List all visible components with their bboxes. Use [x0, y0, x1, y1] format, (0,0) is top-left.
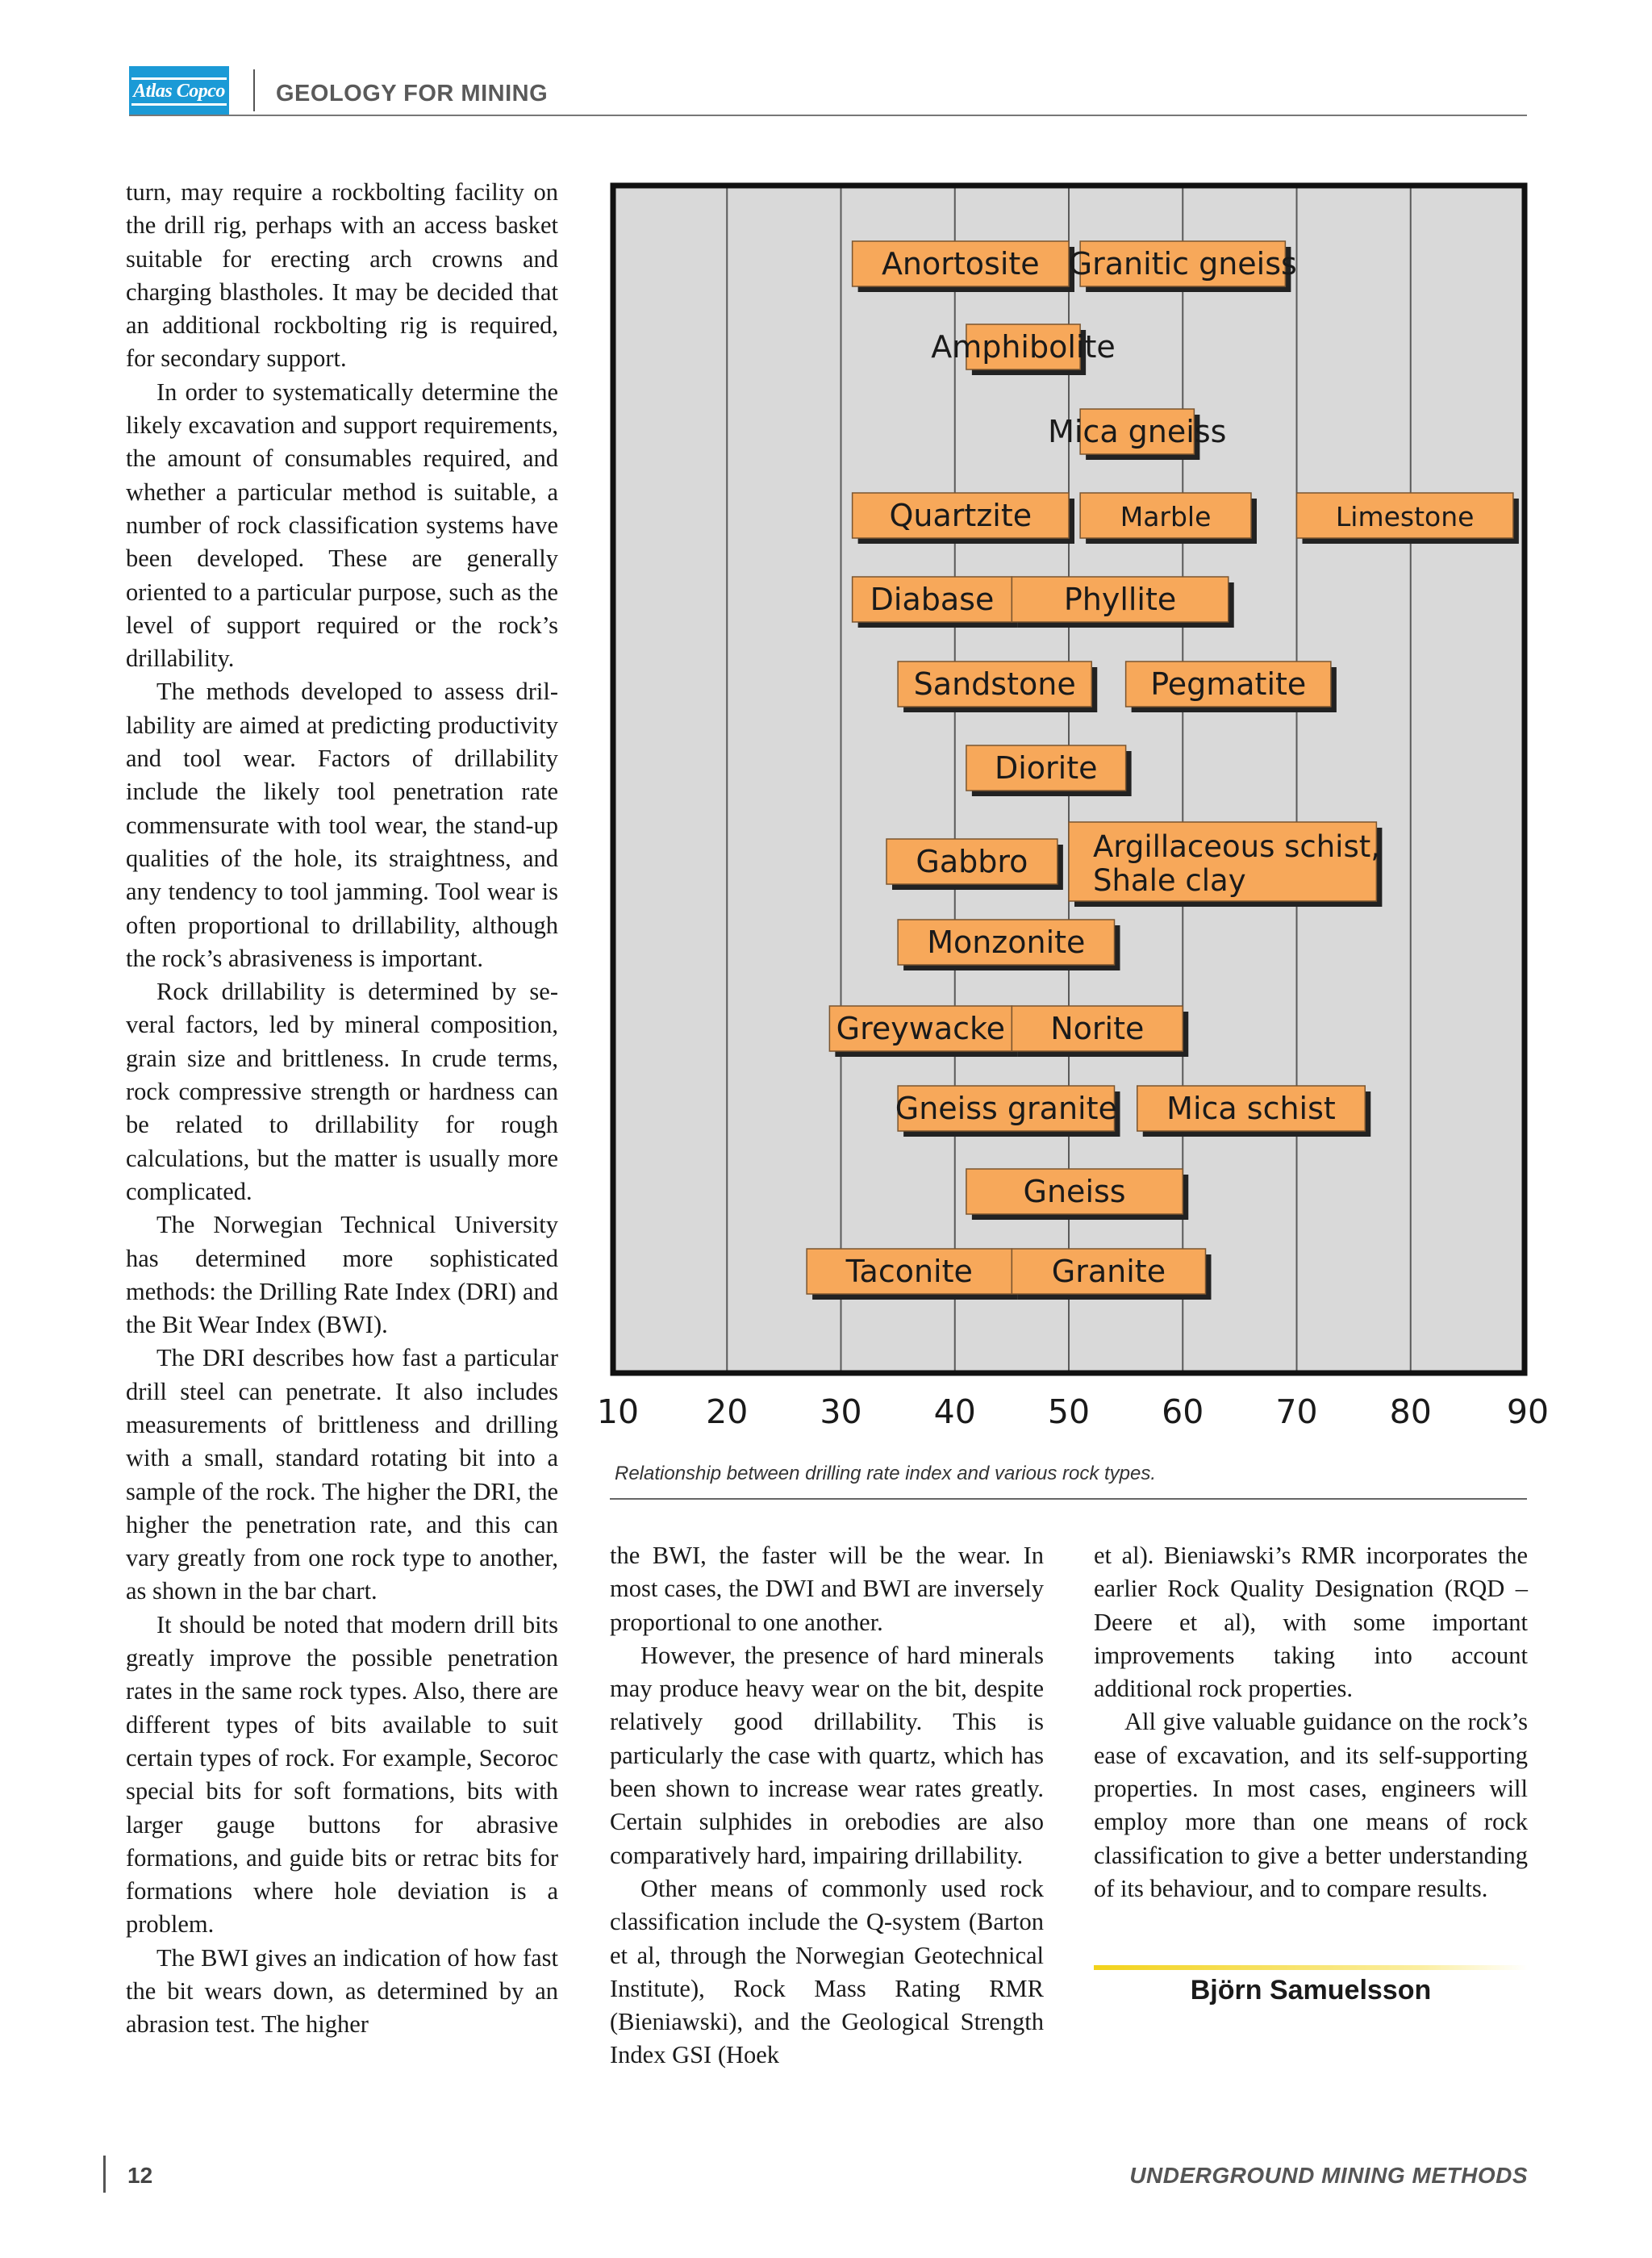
bar-label: [1050, 1011, 1144, 1046]
x-tick-label: 90: [1506, 1392, 1550, 1431]
paragraph: However, the presence of hard minerals may produce heavy wear on the bit, despite relatively good drillability. This is particularly the case with quartz, which has been shown to increase wear rates greatly. Certain sulphides in orebodies are also comparatively hard, impairing drillability.: [610, 1641, 1044, 1869]
footer-bar: [103, 2156, 106, 2193]
bar-label: [1048, 414, 1226, 449]
bar-label: [927, 924, 1085, 960]
bar-label: [1069, 246, 1297, 282]
bar-label-line: Norite: [1050, 1011, 1145, 1046]
bar-label-line: Granite: [1051, 1254, 1166, 1289]
author-name: Björn Samuelsson: [1190, 1975, 1432, 2005]
bar-label-line: Phyllite: [1063, 582, 1177, 617]
bar-label: [1166, 1091, 1336, 1126]
bar-label-line: Limestone: [1335, 501, 1475, 532]
bar-label: [931, 329, 1116, 365]
paragraph: turn, may require a rockbolting facility on the drill rig, perhaps with an access basket suitable for erecting arch crowns and charging blastholes. It may be decided that an additional rockbolting rig is required, for secondary support.: [126, 178, 558, 373]
bar-label-line: Granitic gneiss: [1068, 246, 1297, 282]
bar-label-line: Amphibolite: [931, 329, 1116, 365]
bar-label-line: Quartzite: [889, 498, 1032, 533]
bar-label-line: Taconite: [845, 1254, 973, 1289]
bar-label: [1150, 666, 1306, 702]
bar-label: [845, 1254, 973, 1289]
bar-label-line: Marble: [1120, 501, 1212, 532]
bar-label: [890, 498, 1032, 533]
bar-label-line: Diorite: [994, 750, 1098, 786]
paragraph: the BWI, the faster will be the wear. In most cases, the DWI and BWI are inversely proportional to one another.: [610, 1542, 1044, 1636]
x-tick-label: 60: [1162, 1392, 1204, 1431]
body-column-2: [610, 1539, 1044, 2072]
publication-title: UNDERGROUND MINING METHODS: [1129, 2163, 1528, 2188]
bar-label: [870, 582, 995, 617]
bar-label-line: Gneiss granite: [895, 1091, 1117, 1126]
bar-label-line: Gneiss: [1023, 1174, 1126, 1209]
bar-label-line: Mica gneiss: [1048, 414, 1227, 449]
bar-label: [882, 246, 1040, 282]
paragraph: In order to systematically determine the likely excavation and support requirements, the amount of consumables required, and whether a particular method is suitable, a number of rock classification systems have been developed. These are generally oriented to a particular purpose, such as the level of support required or the rock’s drillability.: [126, 378, 558, 673]
bar-label: [1064, 582, 1176, 617]
bar-label: [1024, 1174, 1126, 1209]
paragraph: The DRI describes how fast a particular drill steel can penetrate. It also includes measurements of brittleness and drilling with a small, standard rotating bit into a sample of the rock. The higher the DRI, the higher the penetration rate, and this can vary greatly from one rock type to another, as shown in the bar chart.: [126, 1344, 558, 1605]
bar-label: [1120, 501, 1212, 532]
body-column-3: [1094, 1539, 1528, 1905]
section-title: GEOLOGY FOR MINING: [276, 81, 549, 106]
x-tick-label: 10: [596, 1392, 640, 1431]
x-tick-label: 50: [1047, 1392, 1091, 1431]
bar-label-line: Mica schist: [1166, 1091, 1336, 1126]
atlas-copco-logo: [129, 66, 229, 116]
bar-label-line: Pegmatite: [1150, 666, 1307, 702]
page-number: 12: [127, 2163, 153, 2188]
x-tick-label: 20: [706, 1392, 749, 1431]
bar-label: [836, 1011, 1005, 1046]
bar-label-line: Greywacke: [836, 1011, 1006, 1046]
logo-text: Atlas Copco: [131, 77, 227, 106]
chart-caption: Relationship between drilling rate index and various rock types.: [615, 1463, 1157, 1484]
bar-label-line: Monzonite: [927, 924, 1086, 960]
paragraph: The Norwegian Technical University has determined more sophisticated methods: the Drilling Rate Index (DRI) and the Bit Wear Index (BWI).: [126, 1211, 558, 1339]
bar-label-line: Shale clay: [1093, 863, 1246, 898]
paragraph: Other means of commonly used rock classification include the Q-system (Barton et al, through the Norwegian Geotechnical Institute), Rock Mass Rating RMR (Bieniawski), and the Geological Strength Index GSI (Hoek: [610, 1874, 1044, 2069]
bar-label-line: Sandstone: [913, 666, 1076, 702]
header-rule: [129, 115, 1527, 116]
paragraph: The BWI gives an indication of how fast the bit wears down, as determined by an abrasion test. The higher: [126, 1943, 558, 2039]
bar-label: [914, 666, 1076, 702]
x-tick-label: 30: [820, 1392, 862, 1431]
bar-label: [1336, 501, 1475, 532]
paragraph: It should be noted that modern drill bits greatly improve the possible penetration rates in the same rock types. Also, there are different types of bits available to suit certain types of rock. For example, Secoroc special bits for soft formations, bits with larger gauge buttons for abrasive formations, and guide bits or retrac bits for formations where hole deviation is a problem.: [126, 1610, 558, 1939]
bar-label-line: Anortosite: [881, 246, 1040, 282]
x-tick-label: 70: [1275, 1392, 1318, 1431]
header-divider: [253, 69, 255, 111]
bar-label-line: Argillaceous schist,: [1093, 829, 1380, 864]
paragraph: All give valuable guidance on the rock’s ease of excavation, and its self-supporting properties. In most cases, engineers will employ more than one means of rock classification to give a better understanding of its behaviour, and to compare results.: [1094, 1708, 1528, 1902]
bar-label-line: Gabbro: [916, 844, 1028, 879]
chart-svg: [596, 181, 1550, 1431]
paragraph: The methods developed to assess drillability are aimed at predicting productivity and tool wear. Factors of drillability include the likely tool penetration rate commensurate with tool wear, the stand-up qualities of the hole, its straightness, and any tendency to tool jamming. Tool wear is often proportional to drillability, although the rock’s abrasiveness is important.: [126, 678, 558, 972]
x-tick-label: 40: [933, 1392, 976, 1431]
author-rule: [1094, 1965, 1528, 1970]
dri-range-bar-chart: [596, 181, 1550, 1431]
bar-label: [995, 750, 1098, 786]
body-column-1: [126, 176, 558, 2042]
bar-label: [916, 844, 1028, 879]
bar-label: [1052, 1254, 1166, 1289]
paragraph: et al). Bieniawski’s RMR incorporates the earlier Rock Quality Designation (RQD – Deere et al), with some important improvements taking into account additional rock properties.: [1094, 1542, 1528, 1703]
paragraph: Rock drillability is determined by several factors, led by mineral composition, grain size and brittleness. In crude terms, rock compressive strength or hardness can be related to drillability for rough calculations, but the matter is usually more complicated.: [126, 978, 558, 1205]
caption-rule: [610, 1498, 1527, 1500]
bar-label-line: Diabase: [870, 582, 995, 617]
x-tick-label: 80: [1389, 1392, 1432, 1431]
bar-label: [895, 1091, 1117, 1126]
